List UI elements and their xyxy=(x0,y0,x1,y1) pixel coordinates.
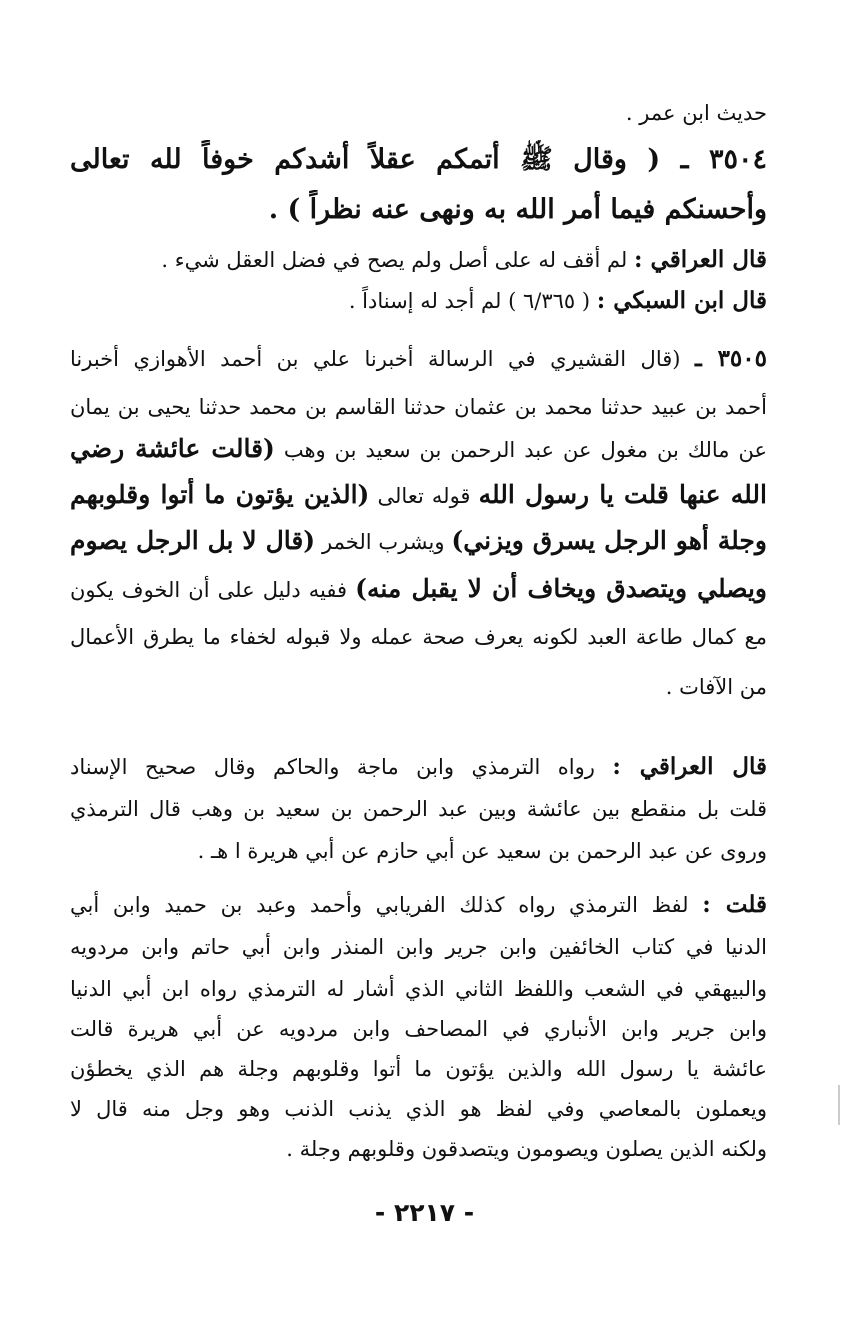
takhrij-text: لم أقف له على أصل ولم يصح في فضل العقل شيء . xyxy=(161,248,628,272)
scholar-label-iraqi: قال العراقي : xyxy=(634,246,767,273)
quran-quote: (الذين يؤتون ما أتوا وقلوبهم xyxy=(70,480,370,509)
matn-text: الله عنها قلت يا رسول الله xyxy=(478,480,767,509)
note-text: الدنيا في كتاب الخائفين وابن جرير وابن المنذر وابن أبي حاتم وابن مردويه xyxy=(70,935,767,959)
author-note-label: قلت : xyxy=(702,891,767,918)
commentary-text: ويشرب الخمر xyxy=(322,530,445,554)
note-text: ولكنه الذين يصلون ويصومون ويتصدقون وقلوبهم وجلة . xyxy=(286,1137,767,1161)
commentary-line xyxy=(70,620,767,656)
takhrij-text: وروى عن عبد الرحمن بن سعيد عن أبي حازم عن أبي هريرة ا هـ . xyxy=(197,839,767,863)
takhrij-text: ( ٦/٣٦٥ ) لم أجد له إسناداً . xyxy=(348,289,591,313)
commentary-text: مع كمال طاعة العبد لكونه يعرف صحة عمله ولا قبوله لخفاء ما يطرق الأعمال xyxy=(70,625,767,649)
commentary-text: من الآفات . xyxy=(665,675,767,699)
scholar-label-iraqi: قال العراقي : xyxy=(612,753,767,780)
isnad-line xyxy=(70,432,767,468)
matn-line xyxy=(70,524,767,560)
isnad-text: عن مالك بن مغول عن عبد الرحمن بن سعيد بن وهب xyxy=(283,438,767,462)
page-number: - ٢٢١٧ - xyxy=(374,1198,475,1227)
isnad-text: أحمد بن عبيد حدثنا محمد بن عثمان حدثنا القاسم بن محمد حدثنا يحيى بن يمان xyxy=(70,395,767,419)
takhrij-line xyxy=(70,284,767,320)
hadith-3504-text: ٣٥٠٤ ـ ( وقال ﷺ أتمكم عقلاً أشدكم خوفاً لله تعالى xyxy=(70,144,767,175)
hadith-heading-line xyxy=(70,190,767,234)
matn-line xyxy=(70,478,767,514)
hadith-3505-line xyxy=(70,342,767,378)
commentary-text: ففيه دليل على أن الخوف يكون xyxy=(70,578,348,602)
note-line xyxy=(70,1132,767,1168)
note-text: ويعملون بالمعاصي وفي لفظ هو الذي يذنب الذنب وهو وجل منه قال لا xyxy=(70,1097,767,1121)
scholar-label-subki: قال ابن السبكي : xyxy=(596,287,767,314)
note-line xyxy=(70,888,767,924)
takhrij-line xyxy=(70,834,767,870)
takhrij-line xyxy=(70,750,767,786)
note-line xyxy=(70,930,767,966)
matn-text: (قال لا بل الرجل يصوم xyxy=(70,526,316,555)
hadith-3504-text-cont: وأحسنكم فيما أمر الله به ونهى عنه نظراً ) . xyxy=(268,194,767,225)
note-line xyxy=(70,1052,767,1088)
hadith-reference: حديث ابن عمر . xyxy=(625,101,767,125)
matn-text: وجلة أهو الرجل يسرق ويزني) xyxy=(451,526,767,555)
note-line xyxy=(70,1012,767,1048)
matn-text: ويصلي ويتصدق ويخاف أن لا يقبل منه) xyxy=(355,574,767,603)
takhrij-text: رواه الترمذي وابن ماجة والحاكم وقال صحيح الإسناد xyxy=(70,755,595,779)
hadith-number-3505: ٣٥٠٥ ـ xyxy=(694,345,767,372)
note-text: والبيهقي في الشعب واللفظ الثاني الذي أشار له الترمذي رواه ابن أبي الدنيا xyxy=(70,977,767,1001)
note-line xyxy=(70,1092,767,1128)
note-text: عائشة يا رسول الله والذين يؤتون ما أتوا وقلوبهم وجلة هم الذي يخطؤن xyxy=(70,1057,767,1081)
takhrij-text: قلت بل منقطع بين عائشة وبين عبد الرحمن بن سعيد بن وهب قال الترمذي xyxy=(70,797,767,821)
commentary-text: قوله تعالى xyxy=(377,484,471,508)
scan-edge-mark xyxy=(838,1085,840,1125)
matn-line xyxy=(70,572,767,608)
note-line xyxy=(70,972,767,1008)
takhrij-line xyxy=(70,243,767,279)
isnad-line xyxy=(70,390,767,426)
note-text: وابن جرير وابن الأنباري في المصاحف وابن مردويه عن أبي هريرة قالت xyxy=(70,1017,767,1041)
takhrij-line xyxy=(70,792,767,828)
matn-text: (قالت عائشة رضي xyxy=(70,434,275,463)
note-text: لفظ الترمذي رواه كذلك الفريابي وأحمد وعبد بن حميد وابن أبي xyxy=(70,893,689,917)
isnad-text: (قال القشيري في الرسالة أخبرنا علي بن أحمد الأهوازي أخبرنا xyxy=(70,347,681,371)
text-line xyxy=(70,96,767,132)
commentary-line xyxy=(70,670,767,706)
hadith-heading-line xyxy=(70,140,767,184)
